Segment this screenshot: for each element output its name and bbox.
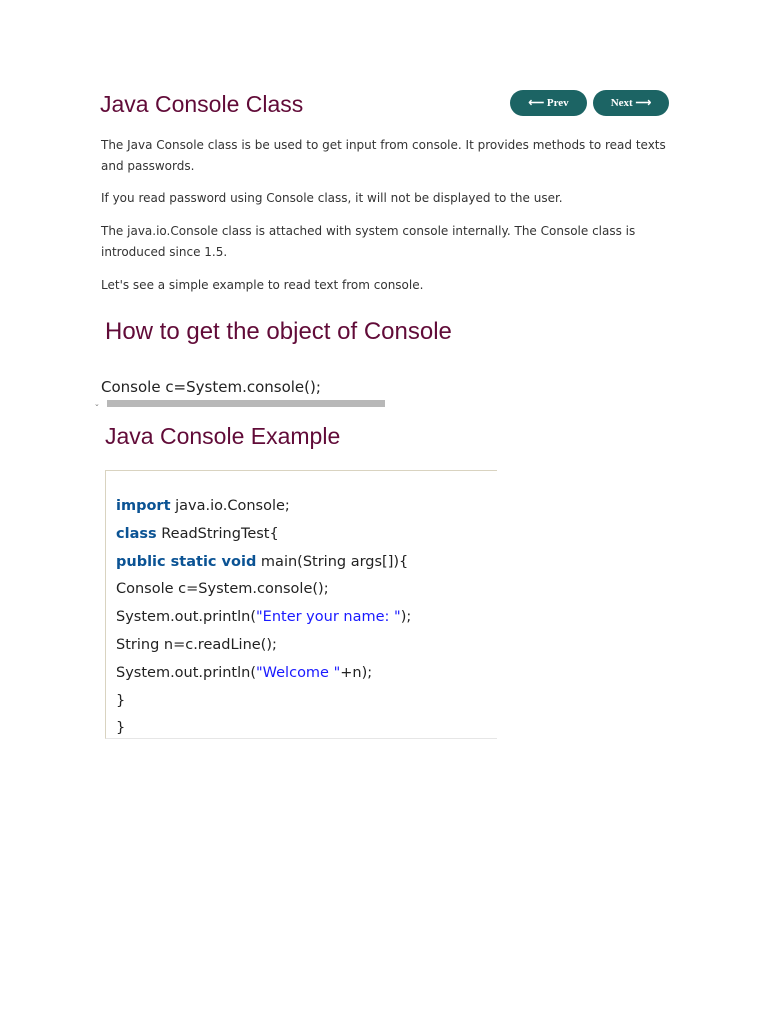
code-keyword: public static void [116,553,257,570]
code-line [116,576,411,604]
code-line [116,521,411,549]
code-line [116,493,411,521]
intro-paragraph: The Java Console class is be used to get input from console. It provides methods to read texts and passwords. [101,138,666,173]
code-line [116,660,411,688]
code-text: System.out.println( [116,664,256,681]
example-intro-paragraph: Let's see a simple example to read text from console. [101,278,424,292]
horizontal-scrollbar[interactable] [107,400,385,407]
code-line [116,632,411,660]
code-text: Console c=System.console(); [116,581,329,598]
code-text: ); [400,609,412,626]
code-text: +n); [340,664,373,681]
page-title: Java Console Class [100,91,304,117]
code-keyword: class [116,525,157,542]
code-text: java.io.Console; [170,498,290,514]
password-paragraph: If you read password using Console class, it will not be displayed to the user. [101,191,563,205]
code-lines [116,493,411,743]
code-text: System.out.println( [116,609,256,626]
object-heading: How to get the object of Console [105,318,452,345]
console-object-code: Console c=System.console(); [101,378,321,396]
example-heading: Java Console Example [105,423,341,449]
code-string: "Welcome " [255,664,341,681]
nav-buttons [510,90,669,116]
code-text: } [116,692,126,709]
code-keyword: import [116,498,171,514]
code-text: ReadStringTest{ [156,525,279,542]
code-example-box [105,470,497,739]
code-line [116,688,411,716]
code-string: "Enter your name: " [255,609,401,626]
attached-paragraph: The java.io.Console class is attached with system console internally. The Console class is introduced since 1.5. [101,224,636,259]
code-line [116,715,411,743]
prev-button[interactable]: ⟵ Prev [510,90,587,116]
next-button[interactable]: Next ⟶ [593,90,669,116]
code-line [116,604,411,632]
code-line [116,549,411,577]
scroll-arrow-icon[interactable]: ⌄ [94,400,100,408]
code-text: main(String args[]){ [256,553,409,570]
code-text: String n=c.readLine(); [116,636,277,653]
code-text: } [116,720,126,737]
